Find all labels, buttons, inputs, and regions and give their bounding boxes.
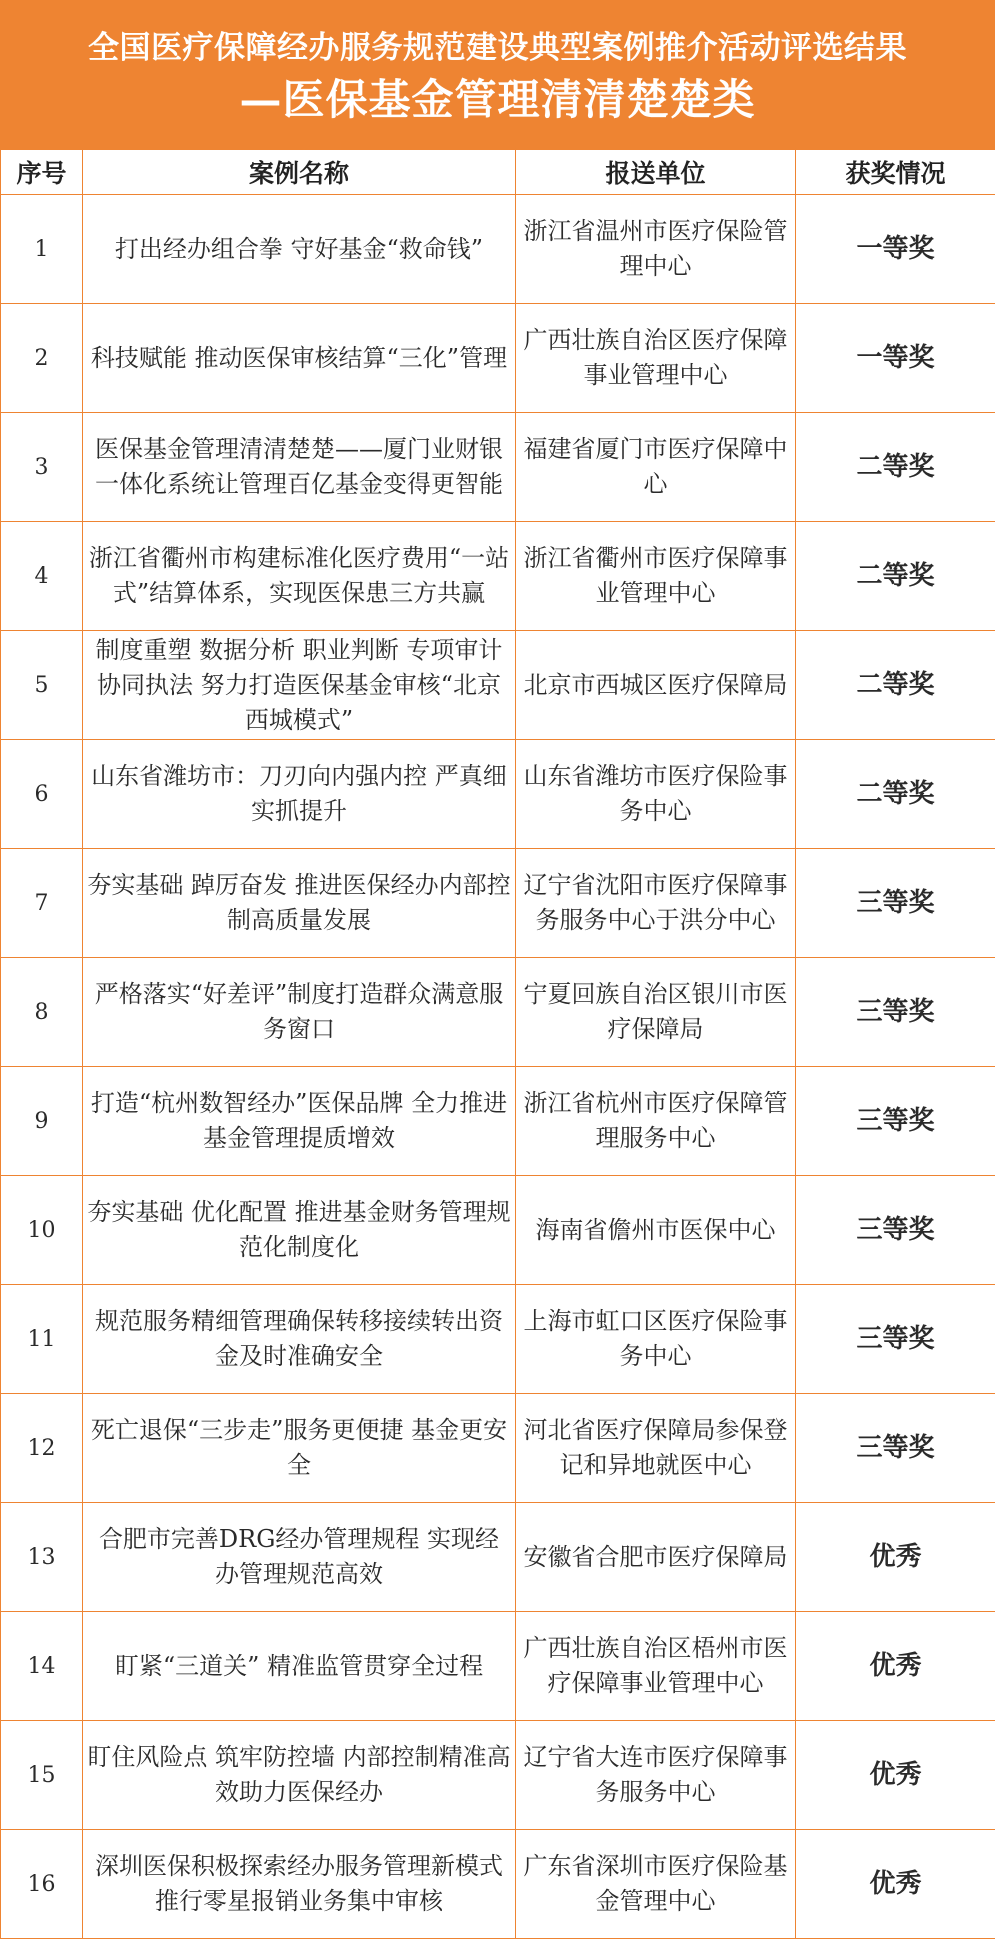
award-level: 优秀	[796, 1503, 995, 1612]
case-name: 夯实基础 优化配置 推进基金财务管理规范化制度化	[83, 1176, 516, 1285]
award-level: 三等奖	[796, 1394, 995, 1503]
row-number: 14	[1, 1612, 83, 1721]
case-name: 严格落实“好差评”制度打造群众满意服务窗口	[83, 958, 516, 1067]
award-level: 一等奖	[796, 304, 995, 413]
title-banner	[0, 0, 995, 150]
reporting-unit: 浙江省杭州市医疗保障管理服务中心	[516, 1067, 796, 1176]
award-level: 优秀	[796, 1830, 995, 1939]
table-row	[1, 1721, 995, 1830]
reporting-unit: 浙江省温州市医疗保险管理中心	[516, 195, 796, 304]
row-number: 13	[1, 1503, 83, 1612]
row-number: 5	[1, 631, 83, 740]
reporting-unit: 广西壮族自治区医疗保障事业管理中心	[516, 304, 796, 413]
award-level: 二等奖	[796, 413, 995, 522]
case-name: 夯实基础 踔厉奋发 推进医保经办内部控制高质量发展	[83, 849, 516, 958]
award-level: 三等奖	[796, 1176, 995, 1285]
reporting-unit: 河北省医疗保障局参保登记和异地就医中心	[516, 1394, 796, 1503]
award-level: 一等奖	[796, 195, 995, 304]
header-award: 获奖情况	[796, 150, 995, 195]
award-level: 三等奖	[796, 849, 995, 958]
award-level: 优秀	[796, 1721, 995, 1830]
table-row	[1, 740, 995, 849]
row-number: 9	[1, 1067, 83, 1176]
case-name: 山东省潍坊市：刀刃向内强内控 严真细实抓提升	[83, 740, 516, 849]
case-name: 盯紧“三道关” 精准监管贯穿全过程	[83, 1612, 516, 1721]
row-number: 2	[1, 304, 83, 413]
award-level: 二等奖	[796, 631, 995, 740]
table-row	[1, 304, 995, 413]
table-row	[1, 1503, 995, 1612]
header-case-name: 案例名称	[83, 150, 516, 195]
table-row	[1, 631, 995, 740]
header-unit: 报送单位	[516, 150, 796, 195]
award-level: 三等奖	[796, 1285, 995, 1394]
page-subtitle: —医保基金管理清清楚楚类	[239, 75, 756, 124]
row-number: 12	[1, 1394, 83, 1503]
case-name: 医保基金管理清清楚楚——厦门业财银一体化系统让管理百亿基金变得更智能	[83, 413, 516, 522]
reporting-unit: 海南省儋州市医保中心	[516, 1176, 796, 1285]
row-number: 15	[1, 1721, 83, 1830]
table-row	[1, 1830, 995, 1939]
results-table	[0, 150, 995, 1939]
case-name: 盯住风险点 筑牢防控墙 内部控制精准高效助力医保经办	[83, 1721, 516, 1830]
award-level: 二等奖	[796, 740, 995, 849]
row-number: 16	[1, 1830, 83, 1939]
reporting-unit: 上海市虹口区医疗保险事务中心	[516, 1285, 796, 1394]
award-level: 二等奖	[796, 522, 995, 631]
table-row	[1, 1285, 995, 1394]
row-number: 10	[1, 1176, 83, 1285]
award-level: 优秀	[796, 1612, 995, 1721]
header-no: 序号	[1, 150, 83, 195]
case-name: 科技赋能 推动医保审核结算“三化”管理	[83, 304, 516, 413]
case-name: 浙江省衢州市构建标准化医疗费用“一站式”结算体系，实现医保患三方共赢	[83, 522, 516, 631]
table-header-row	[1, 150, 995, 195]
row-number: 3	[1, 413, 83, 522]
row-number: 11	[1, 1285, 83, 1394]
table-row	[1, 1394, 995, 1503]
reporting-unit: 广西壮族自治区梧州市医疗保障事业管理中心	[516, 1612, 796, 1721]
reporting-unit: 浙江省衢州市医疗保障事业管理中心	[516, 522, 796, 631]
case-name: 制度重塑 数据分析 职业判断 专项审计 协同执法 努力打造医保基金审核“北京西城模式”	[83, 631, 516, 740]
case-name: 打出经办组合拳 守好基金“救命钱”	[83, 195, 516, 304]
row-number: 1	[1, 195, 83, 304]
reporting-unit: 安徽省合肥市医疗保障局	[516, 1503, 796, 1612]
row-number: 8	[1, 958, 83, 1067]
table-row	[1, 958, 995, 1067]
reporting-unit: 广东省深圳市医疗保险基金管理中心	[516, 1830, 796, 1939]
table-row	[1, 195, 995, 304]
reporting-unit: 辽宁省沈阳市医疗保障事务服务中心于洪分中心	[516, 849, 796, 958]
award-level: 三等奖	[796, 958, 995, 1067]
case-name: 规范服务精细管理确保转移接续转出资金及时准确安全	[83, 1285, 516, 1394]
reporting-unit: 辽宁省大连市医疗保障事务服务中心	[516, 1721, 796, 1830]
table-row	[1, 1176, 995, 1285]
table-row	[1, 413, 995, 522]
reporting-unit: 山东省潍坊市医疗保险事务中心	[516, 740, 796, 849]
case-name: 死亡退保“三步走”服务更便捷 基金更安全	[83, 1394, 516, 1503]
reporting-unit: 北京市西城区医疗保障局	[516, 631, 796, 740]
table-row	[1, 1612, 995, 1721]
reporting-unit: 宁夏回族自治区银川市医疗保障局	[516, 958, 796, 1067]
row-number: 4	[1, 522, 83, 631]
award-level: 三等奖	[796, 1067, 995, 1176]
case-name: 合肥市完善DRG经办管理规程 实现经办管理规范高效	[83, 1503, 516, 1612]
case-name: 深圳医保积极探索经办服务管理新模式 推行零星报销业务集中审核	[83, 1830, 516, 1939]
table-row	[1, 522, 995, 631]
page-title: 全国医疗保障经办服务规范建设典型案例推介活动评选结果	[88, 30, 907, 66]
table-row	[1, 1067, 995, 1176]
row-number: 6	[1, 740, 83, 849]
row-number: 7	[1, 849, 83, 958]
table-row	[1, 849, 995, 958]
case-name: 打造“杭州数智经办”医保品牌 全力推进基金管理提质增效	[83, 1067, 516, 1176]
reporting-unit: 福建省厦门市医疗保障中心	[516, 413, 796, 522]
